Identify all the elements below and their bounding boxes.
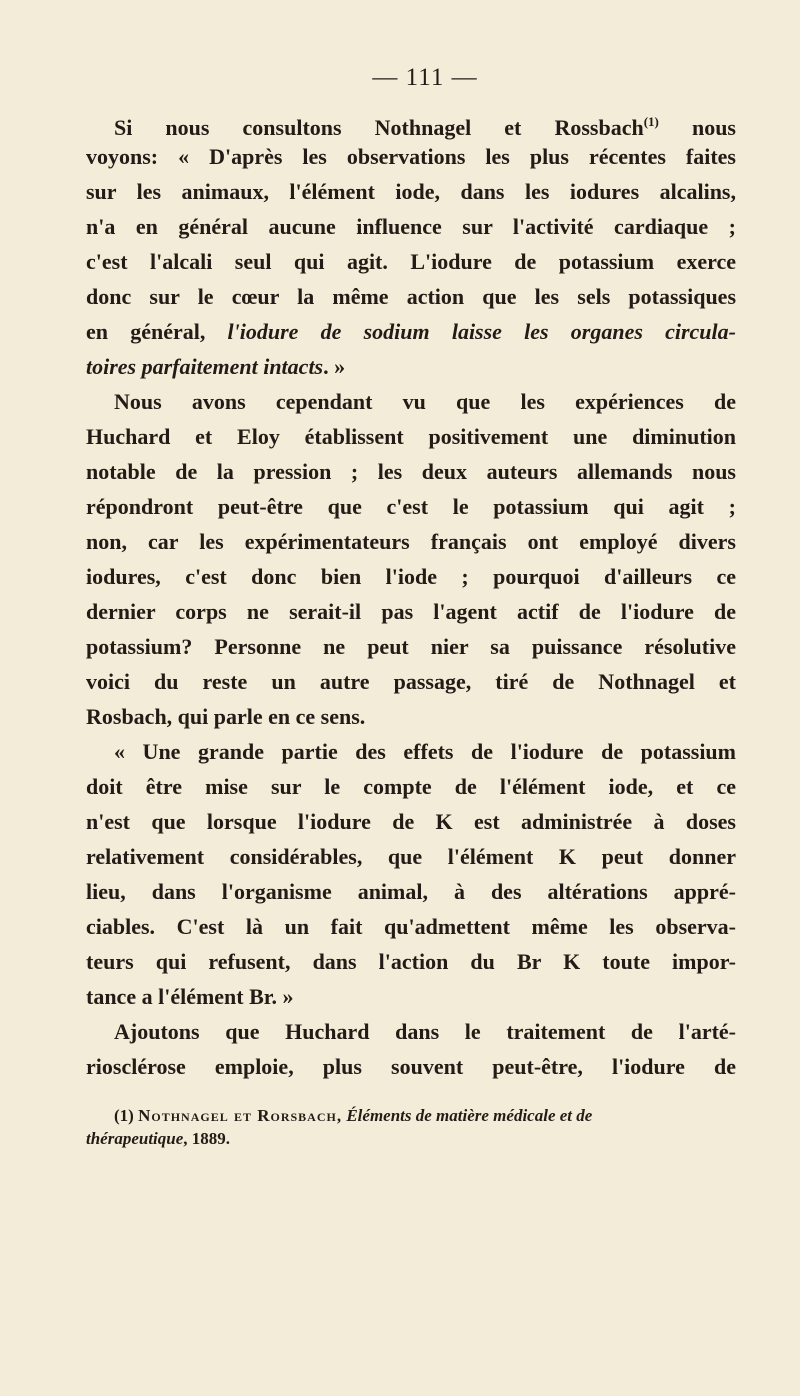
text-line: sur les animaux, l'élément iode, dans les iodures alcalins, (86, 179, 736, 204)
text-line: relativement considérables, que l'élément K peut donner (86, 844, 736, 869)
footnote-authors: Nothnagel et Rorsbach, (138, 1106, 343, 1125)
text-line: voyons: « D'après les observations les plus récentes faites (86, 144, 736, 169)
text-line: Ajoutons que Huchard dans le traitement de l'arté- (114, 1019, 736, 1044)
text-line: ciables. C'est là un fait qu'admettent même les observa- (86, 914, 736, 939)
body-text (86, 104, 736, 1084)
italic-text: toires parfaitement intacts (86, 354, 324, 379)
text-line: dernier corps ne serait-il pas l'agent actif de l'iodure de (86, 599, 736, 624)
text-line: tance a l'élément Br. » (86, 984, 294, 1009)
italic-text: l'iodure de sodium laisse les organes circula- (227, 319, 736, 344)
footnote-marker: (1) (114, 1106, 139, 1125)
text-line: c'est l'alcali seul qui agit. L'iodure de potassium exerce (86, 249, 736, 274)
text-line: n'est que lorsque l'iodure de K est administrée à doses (86, 809, 736, 834)
text-line: riosclérose emploie, plus souvent peut-être, l'iodure de (86, 1054, 736, 1079)
text-line: répondront peut-être que c'est le potassium qui agit ; (86, 494, 736, 519)
text-segment: en général, (86, 319, 228, 344)
text-line: doit être mise sur le compte de l'élément iode, et ce (86, 774, 736, 799)
text-line: notable de la pression ; les deux auteurs allemands nous (86, 459, 736, 484)
text-segment: Si nous consultons Nothnagel et Rossbach (114, 115, 644, 140)
text-line: teurs qui refusent, dans l'action du Br K toute impor- (86, 949, 736, 974)
footnote-title: thérapeutique (86, 1129, 184, 1148)
footnote-title: Éléments de matière médicale et de (342, 1106, 593, 1125)
text-line (86, 314, 736, 349)
page-number: — 111 — (372, 64, 478, 91)
text-line: « Une grande partie des effets de l'iodure de potassium (114, 739, 736, 764)
text-line: Huchard et Eloy établissent positivement une diminution (86, 424, 736, 449)
text-line (86, 349, 736, 384)
text-line: lieu, dans l'organisme animal, à des altérations appré- (86, 879, 736, 904)
footnote-line (86, 1127, 736, 1150)
footnote-ref: (1) (643, 114, 659, 129)
text-line: donc sur le cœur la même action que les sels potassiques (86, 284, 736, 309)
text-line: iodures, c'est donc bien l'iode ; pourquoi d'ailleurs ce (86, 564, 736, 589)
text-line: Nous avons cependant vu que les expériences de (114, 389, 736, 414)
text-line: n'a en général aucune influence sur l'activité cardiaque ; (86, 214, 736, 239)
text-line: Rosbach, qui parle en ce sens. (86, 704, 366, 729)
text-segment: . » (323, 354, 346, 379)
text-line: voici du reste un autre passage, tiré de Nothnagel et (86, 669, 736, 694)
text-line: non, car les expérimentateurs français ont employé divers (86, 529, 736, 554)
book-page (86, 64, 736, 1150)
text-line: potassium? Personne ne peut nier sa puissance résolutive (86, 634, 736, 659)
footnote-line (86, 1104, 736, 1127)
footnote (86, 1104, 736, 1150)
text-segment: nous (658, 115, 736, 140)
text-line (86, 104, 736, 139)
footnote-year: , 1889. (183, 1129, 231, 1148)
